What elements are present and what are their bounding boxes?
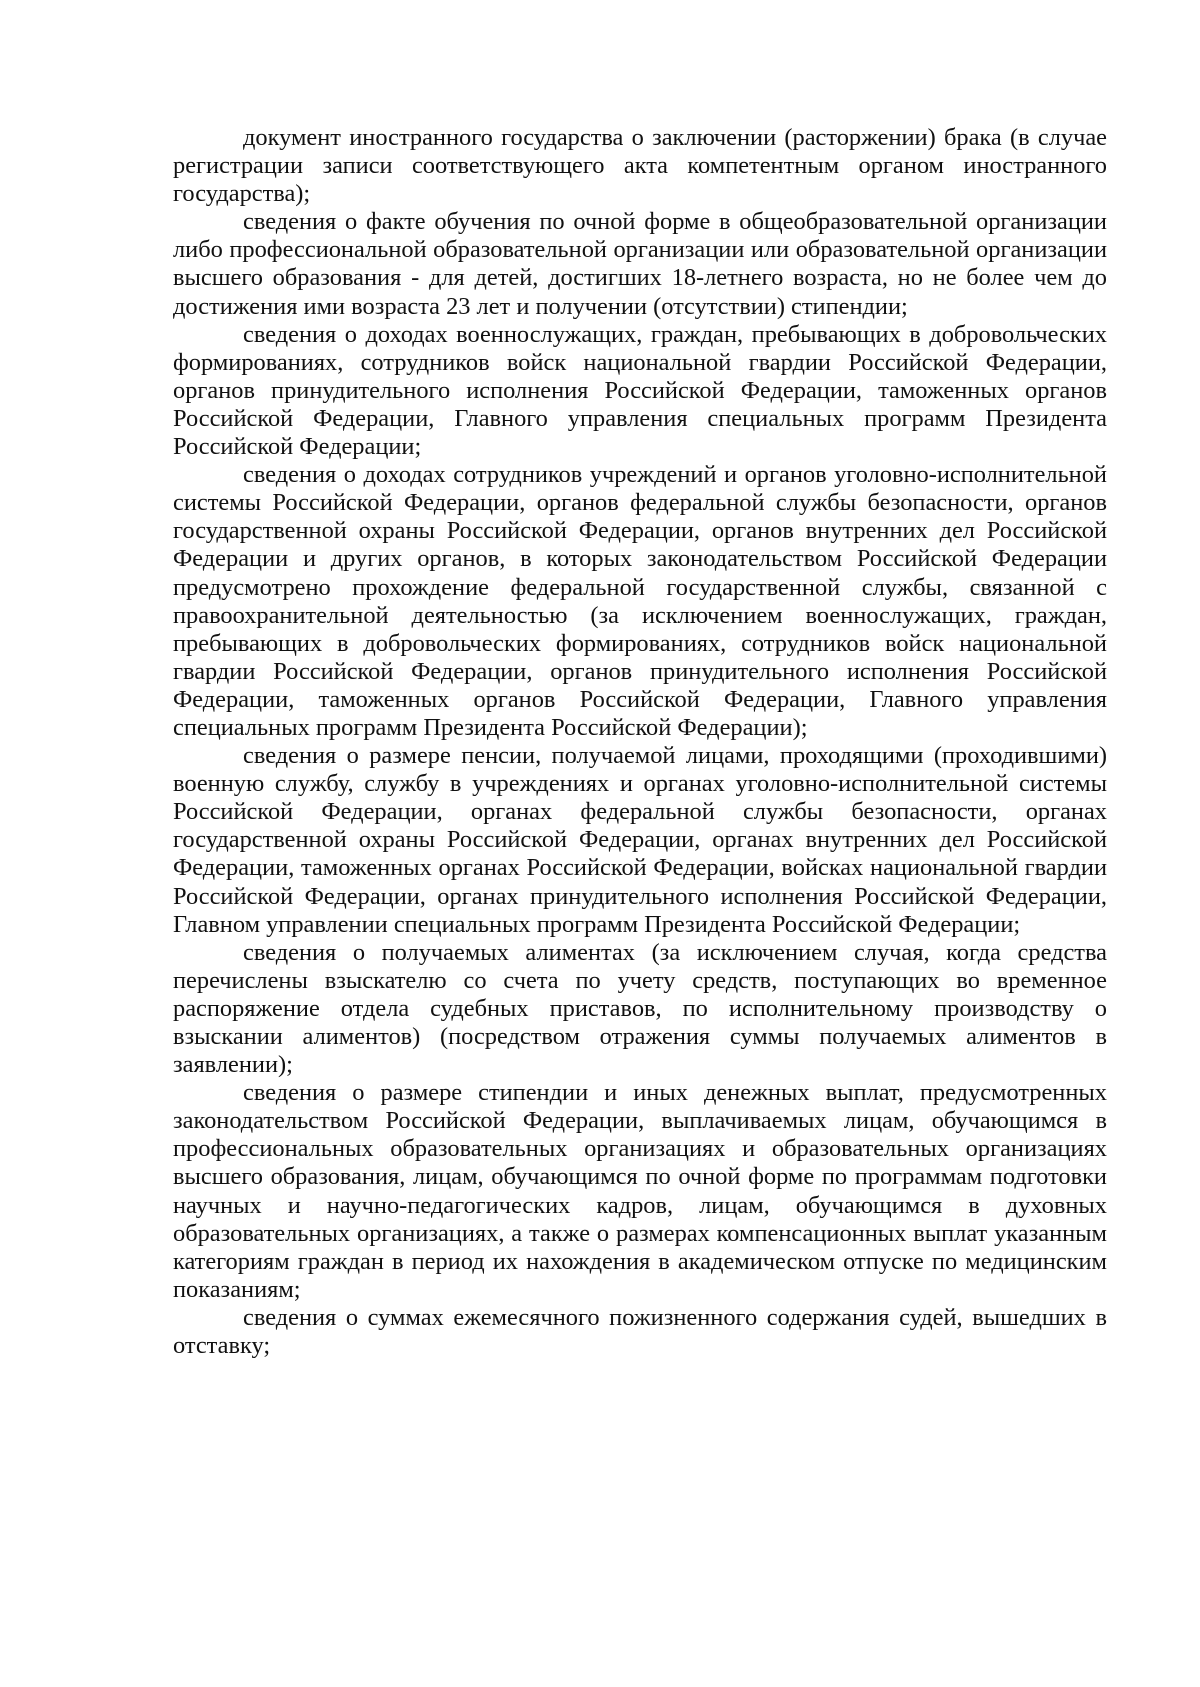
paragraph-law-enforcement-income: сведения о доходах сотрудников учреждений и органов уголовно-исполнительной системы Российской Федерации, органов федеральной службы безопасности, органов государственной охраны Российской Федерации, органов внутренних дел Российской Федерации и других органов, в которых законодательством Российской Федерации предусмотрено прохождение федеральной государственной службы, связанной с правоохранительной деятельностью (за исключением военнослужащих, граждан, пребывающих в добровольческих формированиях, сотрудников войск национальной гвардии Российской Федерации, органов принудительного исполнения Российской Федерации, таможенных органов Российской Федерации, Главного управления специальных программ Президента Российской Федерации); <box>173 461 1107 741</box>
paragraph-alimony-info: сведения о получаемых алиментах (за исключением случая, когда средства перечислены взыскателю со счета по учету средств, поступающих во временное распоряжение отдела судебных приставов, по исполнительному производству о взыскании алиментов) (посредством отражения суммы получаемых алиментов в заявлении); <box>173 938 1107 1079</box>
document-body <box>173 124 1107 1360</box>
paragraph-retired-judges: сведения о суммах ежемесячного пожизненного содержания судей, вышедших в отставку; <box>173 1303 1107 1360</box>
paragraph-education-info: сведения о факте обучения по очной форме в общеобразовательной организации либо профессиональной образовательной организации или образовательной организации высшего образования - для детей, достигших 18-летнего возраста, но не более чем до достижения ими возраста 23 лет и получении (отсутствии) стипендии; <box>173 208 1107 320</box>
paragraph-military-income: сведения о доходах военнослужащих, граждан, пребывающих в добровольческих формированиях, сотрудников войск национальной гвардии Российской Федерации, органов принудительного исполнения Российской Федерации, таможенных органов Российской Федерации, Главного управления специальных программ Президента Российской Федерации; <box>173 320 1107 461</box>
paragraph-foreign-marriage-document: документ иностранного государства о заключении (расторжении) брака (в случае регистрации записи соответствующего акта компетентным органом иностранного государства); <box>173 124 1107 208</box>
paragraph-pension-info: сведения о размере пенсии, получаемой лицами, проходящими (проходившими) военную службу, службу в учреждениях и органах уголовно-исполнительной системы Российской Федерации, органах федеральной службы безопасности, органах государственной охраны Российской Федерации, органах внутренних дел Российской Федерации, таможенных органах Российской Федерации, войсках национальной гвардии Российской Федерации, органах принудительного исполнения Российской Федерации, Главном управлении специальных программ Президента Российской Федерации; <box>173 742 1107 938</box>
paragraph-stipend-info: сведения о размере стипендии и иных денежных выплат, предусмотренных законодательством Российской Федерации, выплачиваемых лицам, обучающимся в профессиональных образовательных организациях и образовательных организациях высшего образования, лицам, обучающимся по очной форме по программам подготовки научных и научно-педагогических кадров, лицам, обучающимся в духовных образовательных организациях, а также о размерах компенсационных выплат указанным категориям граждан в период их нахождения в академическом отпуске по медицинским показаниям; <box>173 1079 1107 1303</box>
